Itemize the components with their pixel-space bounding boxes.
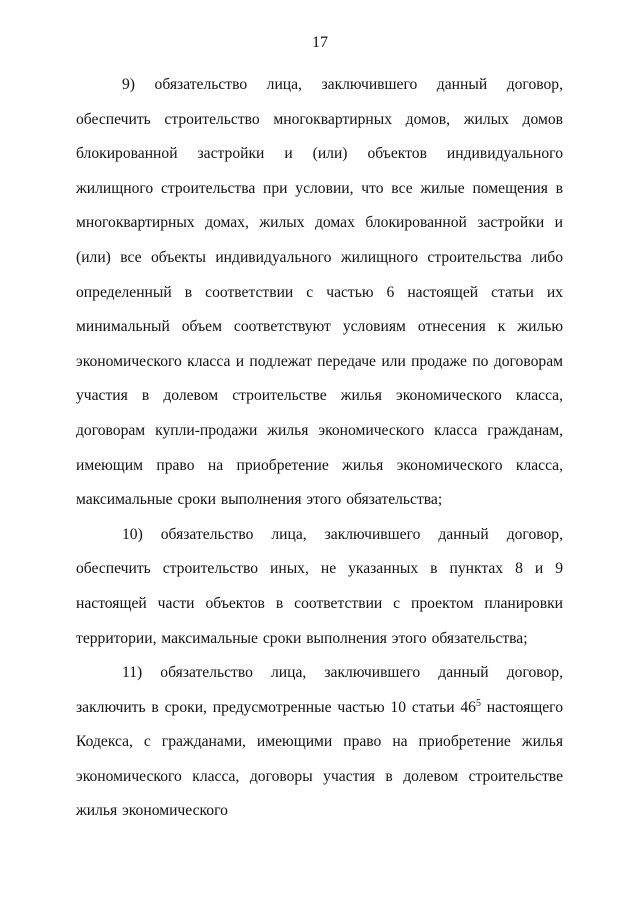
article-superscript: 5 bbox=[475, 697, 481, 709]
paragraph-item-11 bbox=[76, 656, 563, 829]
paragraph-item-11-text-before: 11) обязательство лица, заключившего данный договор, заключить в сроки, предусмотренные частью 10 статьи 46 bbox=[76, 664, 563, 716]
paragraph-item-10: 10) обязательство лица, заключившего данный договор, обеспечить строительство иных, не указанных в пунктах 8 и 9 настоящей части объектов в соответствии с проектом планировки территории, максимальные сроки выполнения этого обязательства; bbox=[76, 525, 563, 647]
paragraph-item-11-text-after: настоящего Кодекса, с гражданами, имеющими право на приобретение жилья экономического класса, договоры участия в долевом строительстве жилья экономического bbox=[76, 698, 563, 820]
page-number: 17 bbox=[312, 34, 328, 51]
document-body bbox=[76, 68, 563, 829]
paragraph-item-9: 9) обязательство лица, заключившего данный договор, обеспечить строительство многоквартирных домов, жилых домов блокированной застройки и (или) объектов индивидуального жилищного строительства при условии, что все жилые помещения в многоквартирных домах, жилых домах блокированной застройки и (или) все объекты индивидуального жилищного строительства либо определенный в соответствии с частью 6 настоящей статьи их минимальный объем соответствуют условиям отнесения к жилью экономического класса и подлежат передаче или продаже по договорам участия в долевом строительстве жилья экономического класса, договорам купли-продажи жилья экономического класса гражданам, имеющим право на приобретение жилья экономического класса, максимальные сроки выполнения этого обязательства; bbox=[76, 76, 563, 509]
